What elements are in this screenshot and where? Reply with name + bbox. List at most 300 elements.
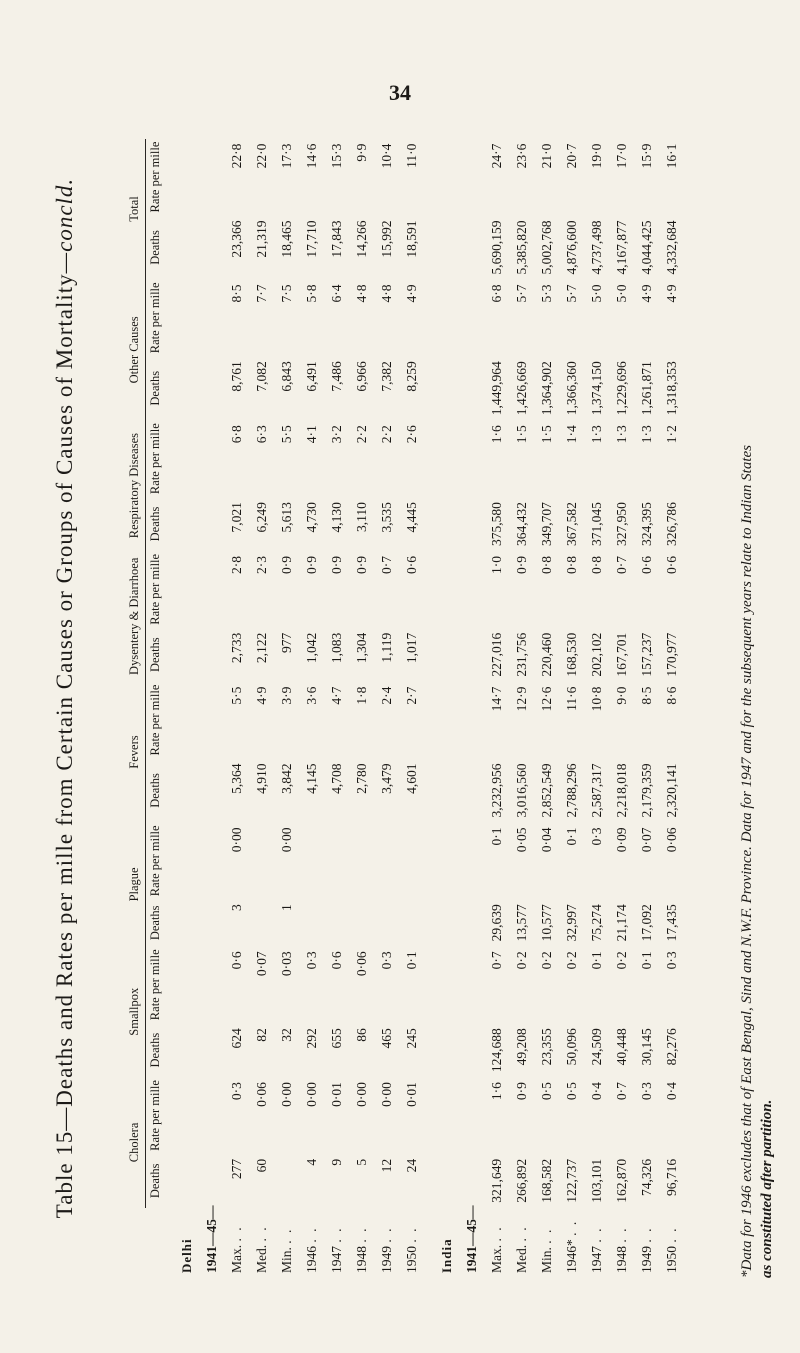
row-label-cell [225,1208,250,1278]
deaths-cell: 6,843 [279,361,295,392]
rate-cell: 2·2 [379,425,395,444]
rate-cell: 0·2 [564,951,580,970]
deaths-cell: 7,486 [329,361,345,392]
deaths-cell: 4,737,498 [589,220,605,275]
rate-cell: 11·6 [564,686,580,711]
row-label-cell [300,1208,325,1278]
rate-sub-header: Rate per mille [148,684,163,756]
table-row [560,139,585,1278]
deaths-cell: 4,145 [304,763,320,794]
row-label-cell [560,1208,585,1278]
deaths-cell: 157,237 [639,632,655,677]
deaths-cell: 6,966 [354,361,370,392]
deaths-cell: 367,582 [564,502,580,546]
deaths-cell: 327,950 [614,502,630,546]
rate-cell: 3·6 [304,686,320,705]
rate-cell: 0·1 [639,951,655,970]
rate-cell: 14·6 [304,143,320,169]
rate-cell: 7·5 [279,284,295,303]
rate-cell: 5·5 [279,425,295,444]
rate-cell: 0·1 [404,951,420,970]
rate-cell: 0·9 [304,555,320,574]
deaths-cell: 8,259 [404,361,420,392]
rate-cell: 11·0 [404,143,420,168]
deaths-cell: 1 [279,904,295,911]
row-leader-dots: . . [379,1226,395,1243]
table-row [585,139,610,1278]
deaths-cell: 13,577 [514,904,530,942]
footnote-text: *Data for 1946 excludes that of East Bengal, Sind and N.W.F. Province. Data for 1947 and for the subsequent years relate to Indian States [739,445,755,1278]
rate-cell: 0·7 [614,555,630,574]
table-row [660,139,685,1278]
deaths-sub-header: Deaths [148,230,163,265]
rate-cell: 0·7 [489,951,505,970]
row-leader-dots: . . [329,1226,345,1243]
row-label: Max. [229,1244,245,1273]
rate-cell: 3·9 [279,686,295,705]
column-group-header: Cholera [125,1077,146,1208]
rate-cell: 6·8 [489,284,505,303]
rate-cell [325,822,350,899]
table-title-contd: —concld. [52,177,77,274]
deaths-cell: 977 [279,632,295,653]
deaths-cell: 86 [354,1028,370,1042]
deaths-cell: 4,730 [304,502,320,533]
region-label: India [439,1238,455,1273]
rate-cell: 1·8 [354,686,370,705]
rate-cell: 0·3 [379,951,395,970]
rate-cell: 0·7 [379,555,395,574]
rate-cell: 0·3 [589,827,605,846]
rate-cell: 0·00 [229,827,245,853]
rate-cell: 5·0 [614,284,630,303]
rate-cell: 0·07 [254,951,270,977]
deaths-cell: 1,083 [329,632,345,664]
rate-cell: 9·0 [614,686,630,705]
deaths-cell: 74,326 [639,1158,655,1196]
deaths-cell: 4,601 [404,763,420,794]
rate-cell: 2·2 [354,425,370,444]
deaths-cell: 32 [279,1028,295,1042]
row-leader-dots: . . [254,1225,270,1242]
deaths-cell: 82 [254,1028,270,1042]
deaths-sub-header: Deaths [148,637,163,673]
deaths-cell: 3,110 [354,502,370,532]
rate-cell: 0·5 [539,1082,555,1101]
rate-cell: 5·7 [564,284,580,303]
deaths-cell: 23,366 [229,220,245,258]
spacer-cell [425,139,435,1278]
rate-cell: 0·9 [514,1082,530,1101]
deaths-cell: 371,045 [589,502,605,546]
rate-cell: 0·2 [614,951,630,970]
table-row [275,139,300,1278]
rate-cell: 12·9 [514,686,530,712]
rate-cell: 0·07 [639,827,655,853]
column-sub-header-row [146,139,165,1278]
deaths-cell: 292 [304,1028,320,1049]
table-row [635,139,660,1278]
rate-cell: 24·7 [489,143,505,169]
rate-cell [300,822,325,899]
deaths-cell: 3,479 [379,763,395,794]
table-title-main: Table 15—Deaths and Rates per mille from Certain Causes or Groups of Causes of Mortality [52,273,77,1219]
deaths-cell: 2,788,296 [564,763,580,818]
row-label: Med. [514,1244,530,1273]
deaths-cell: 40,448 [614,1028,630,1066]
deaths-cell [400,899,425,946]
row-leader-dots: . . [354,1226,370,1243]
deaths-cell: 24,509 [589,1028,605,1066]
deaths-cell: 162,870 [614,1158,630,1203]
rate-cell: 0·06 [254,1082,270,1107]
row-label: 1949 [639,1246,655,1273]
rate-cell: 4·9 [254,686,270,705]
deaths-cell: 465 [379,1028,395,1049]
spacer-cell [165,139,175,1278]
deaths-cell: 2,122 [254,632,270,664]
row-label: 1946 [304,1246,320,1273]
rate-cell: 1·4 [564,425,580,444]
column-group-header: Dysentery & Diarrhoea [125,551,146,682]
rate-cell: 0·1 [489,827,505,846]
rate-cell: 2·8 [229,555,245,574]
deaths-sub-header: Deaths [148,370,163,406]
rate-cell: 12·6 [539,686,555,712]
deaths-cell: 6,491 [304,361,320,392]
period-label: 1941—45— [464,1205,480,1273]
rate-cell: 0·05 [514,827,530,853]
row-label: 1947 [589,1246,605,1273]
table-row [250,139,275,1278]
rate-cell: 0·00 [279,1082,295,1107]
deaths-cell: 17,710 [304,220,320,258]
rate-cell: 0·00 [354,1082,370,1107]
deaths-cell: 168,582 [539,1158,555,1203]
deaths-cell: 1,449,964 [489,361,505,416]
deaths-cell: 15,992 [379,220,395,258]
row-label: Min. [539,1247,555,1273]
deaths-cell: 21,319 [254,220,270,258]
deaths-cell: 231,756 [514,632,530,677]
deaths-cell: 75,274 [589,904,605,942]
deaths-cell: 96,716 [664,1158,680,1196]
deaths-cell: 8,761 [229,361,245,392]
row-label-cell [610,1208,635,1278]
deaths-cell: 2,179,359 [639,763,655,818]
row-leader-dots: . . [664,1226,680,1243]
rate-cell: 15·9 [639,143,655,169]
rate-cell: 0·6 [639,555,655,574]
row-leader-dots: . . [564,1219,580,1236]
rate-cell: 14·7 [489,686,505,712]
deaths-cell: 170,977 [664,632,680,677]
deaths-cell: 4,708 [329,763,345,794]
column-group-header: Other Causes [125,279,146,420]
deaths-cell: 2,852,549 [539,763,555,818]
rate-cell: 19·0 [589,143,605,169]
rate-cell: 4·9 [664,284,680,303]
rate-cell: 0·6 [664,555,680,574]
deaths-cell: 60 [254,1158,270,1173]
footnote-text-2: as constituted after partition. [758,1099,775,1278]
rate-sub-header: Rate per mille [148,1080,163,1151]
rate-cell: 0·6 [329,951,345,970]
rate-cell: 10·4 [379,143,395,169]
rate-cell [375,822,400,899]
rate-cell: 2·6 [404,425,420,444]
rate-cell: 22·0 [254,143,270,169]
deaths-cell: 5,690,159 [489,220,505,275]
rate-cell: 1·3 [614,425,630,444]
rate-sub-header: Rate per mille [148,282,163,354]
deaths-cell: 4,130 [329,502,345,533]
deaths-cell: 124,688 [489,1028,505,1073]
rate-cell: 0·3 [639,1082,655,1101]
rate-cell: 0·06 [354,951,370,977]
deaths-cell: 29,639 [489,904,505,942]
deaths-cell: 50,096 [564,1028,580,1066]
rate-cell: 0·00 [304,1082,320,1107]
deaths-cell: 349,707 [539,502,555,546]
deaths-cell: 4,445 [404,502,420,533]
deaths-sub-header: Deaths [148,905,163,941]
rate-cell: 2·4 [379,686,395,705]
deaths-cell: 375,580 [489,502,505,546]
rate-cell: 0·9 [354,555,370,574]
rate-cell: 6·4 [329,284,345,303]
rate-cell: 0·3 [304,951,320,970]
row-label-cell [485,1208,510,1278]
deaths-cell: 18,465 [279,220,295,258]
rate-cell: 5·0 [589,284,605,303]
deaths-cell: 2,320,141 [664,763,680,818]
rate-cell: 4·8 [354,284,370,303]
region-row [175,139,200,1278]
rate-cell: 0·03 [279,951,295,977]
deaths-cell: 21,174 [614,904,630,942]
table-row [610,139,635,1278]
deaths-sub-header: Deaths [148,506,163,542]
rate-cell: 0·9 [514,555,530,574]
row-label-cell [660,1208,685,1278]
deaths-cell: 277 [229,1158,245,1180]
page-number: 34 [389,80,411,105]
rate-cell: 1·0 [489,555,505,574]
rate-cell: 7·7 [254,284,270,303]
rate-cell: 1·5 [514,425,530,444]
deaths-cell: 3,842 [279,763,295,794]
rate-cell: 5·8 [304,284,320,303]
deaths-cell: 2,218,018 [614,763,630,818]
deaths-cell: 12 [379,1158,395,1173]
deaths-cell: 5,613 [279,502,295,533]
mortality-table [125,139,685,1278]
row-label-cell [585,1208,610,1278]
row-label-cell [350,1208,375,1278]
deaths-cell: 17,092 [639,904,655,942]
table-row [485,139,510,1278]
rate-cell: 0·00 [379,1082,395,1107]
deaths-sub-header: Deaths [148,1163,163,1199]
region-label: Delhi [179,1238,195,1273]
rate-cell: 5·3 [539,284,555,303]
column-group-header: Respiratory Diseases [125,420,146,551]
row-label: 1950 [404,1246,420,1273]
column-group-header: Fevers [125,682,146,823]
deaths-cell: 3,535 [379,502,395,533]
rate-cell: 0·8 [539,555,555,574]
deaths-cell: 5,364 [229,763,245,794]
column-group-header: Total [125,139,146,280]
deaths-cell: 364,432 [514,502,530,546]
rate-cell: 4·1 [304,425,320,444]
row-label: 1949 [379,1246,395,1273]
rate-cell: 21·0 [539,143,555,169]
rate-cell: 0·8 [589,555,605,574]
rate-cell: 0·01 [329,1082,345,1107]
table-title [52,78,78,1318]
deaths-cell: 655 [329,1028,345,1049]
row-label-cell [325,1208,350,1278]
deaths-cell: 4,044,425 [639,220,655,275]
table-row [350,139,375,1278]
deaths-cell: 5,002,768 [539,220,555,275]
rate-cell: 10·8 [589,686,605,712]
rate-cell: 0·9 [329,555,345,574]
rate-cell: 0·1 [589,951,605,970]
row-leader-dots: . . [589,1226,605,1243]
rate-cell: 0·06 [664,827,680,853]
rate-cell: 1·3 [589,425,605,444]
deaths-cell [375,899,400,946]
deaths-cell: 4,332,684 [664,220,680,275]
region-row [435,139,460,1278]
deaths-cell: 30,145 [639,1028,655,1066]
deaths-cell: 3,016,560 [514,763,530,818]
deaths-cell: 245 [404,1028,420,1049]
rate-cell: 20·7 [564,143,580,169]
deaths-cell: 14,266 [354,220,370,258]
deaths-cell: 167,701 [614,632,630,677]
deaths-sub-header: Deaths [148,1032,163,1068]
deaths-cell: 1,426,669 [514,361,530,416]
rate-sub-header: Rate per mille [148,141,163,213]
rate-cell: 0·3 [664,951,680,970]
row-label: Max. [489,1244,505,1273]
deaths-cell: 18,591 [404,220,420,258]
row-label-cell [535,1208,560,1278]
row-label-cell [635,1208,660,1278]
deaths-cell [300,899,325,946]
deaths-cell: 1,229,696 [614,361,630,416]
deaths-cell: 1,366,360 [564,361,580,416]
rate-cell: 9·9 [354,143,370,162]
row-label: 1950 [664,1246,680,1273]
deaths-cell: 1,261,871 [639,361,655,416]
period-label: 1941—45— [204,1205,220,1273]
row-label: 1948 [614,1246,630,1273]
rate-cell: 0·2 [514,951,530,970]
rate-cell: 6·8 [229,425,245,444]
deaths-cell: 2,587,317 [589,763,605,818]
rate-cell: 6·3 [254,425,270,444]
deaths-cell: 3 [229,904,245,911]
deaths-cell: 103,101 [589,1158,605,1203]
rate-cell: 4·8 [379,284,395,303]
footnote [738,98,777,1278]
row-label-cell [275,1208,300,1278]
rate-cell: 0·4 [664,1082,680,1101]
deaths-cell: 7,021 [229,502,245,533]
deaths-cell: 10,577 [539,904,555,942]
deaths-cell [325,899,350,946]
deaths-cell: 24 [404,1158,420,1173]
rate-cell: 4·9 [639,284,655,303]
rate-cell: 23·6 [514,143,530,169]
rate-cell: 0·6 [229,951,245,970]
table-row [300,139,325,1278]
table-row [375,139,400,1278]
table-row [325,139,350,1278]
row-label: 1946* [564,1239,580,1273]
mortality-table-body [165,139,685,1278]
deaths-cell: 49,208 [514,1028,530,1066]
rate-sub-header: Rate per mille [148,949,163,1021]
deaths-cell: 326,786 [664,502,680,546]
period-row [460,139,485,1278]
row-label-cell [250,1208,275,1278]
rate-cell: 0·6 [404,555,420,574]
deaths-cell: 32,997 [564,904,580,942]
deaths-cell: 5,385,820 [514,220,530,275]
row-leader-dots: . . [404,1226,420,1243]
deaths-cell: 122,737 [564,1158,580,1203]
rate-cell: 0·5 [564,1082,580,1101]
rate-cell: 0·01 [404,1082,420,1107]
deaths-cell: 1,374,150 [589,361,605,416]
section-spacer [425,139,435,1278]
rate-cell: 5·7 [514,284,530,303]
rate-cell: 0·9 [279,555,295,574]
rate-cell [250,822,275,899]
table-row [510,139,535,1278]
rate-cell: 4·7 [329,686,345,705]
rate-cell [400,822,425,899]
rate-cell: 2·7 [404,686,420,705]
deaths-cell: 17,843 [329,220,345,258]
period-row [200,139,225,1278]
rate-cell: 4·9 [404,284,420,303]
deaths-cell: 4,910 [254,763,270,794]
row-label-header [125,1208,165,1278]
row-leader-dots: . . [614,1226,630,1243]
rate-sub-header: Rate per mille [148,423,163,495]
deaths-cell [250,899,275,946]
deaths-cell: 6,249 [254,502,270,533]
deaths-cell: 9 [329,1158,345,1166]
row-leader-dots: . . [539,1227,555,1244]
deaths-cell: 202,102 [589,632,605,677]
deaths-cell: 324,395 [639,502,655,546]
deaths-sub-header: Deaths [148,773,163,808]
rate-cell: 8·6 [664,686,680,705]
deaths-cell: 17,435 [664,904,680,942]
deaths-cell: 4,167,877 [614,220,630,275]
table-row [400,139,425,1278]
deaths-cell: 1,017 [404,632,420,664]
rate-cell: 16·1 [664,143,680,169]
